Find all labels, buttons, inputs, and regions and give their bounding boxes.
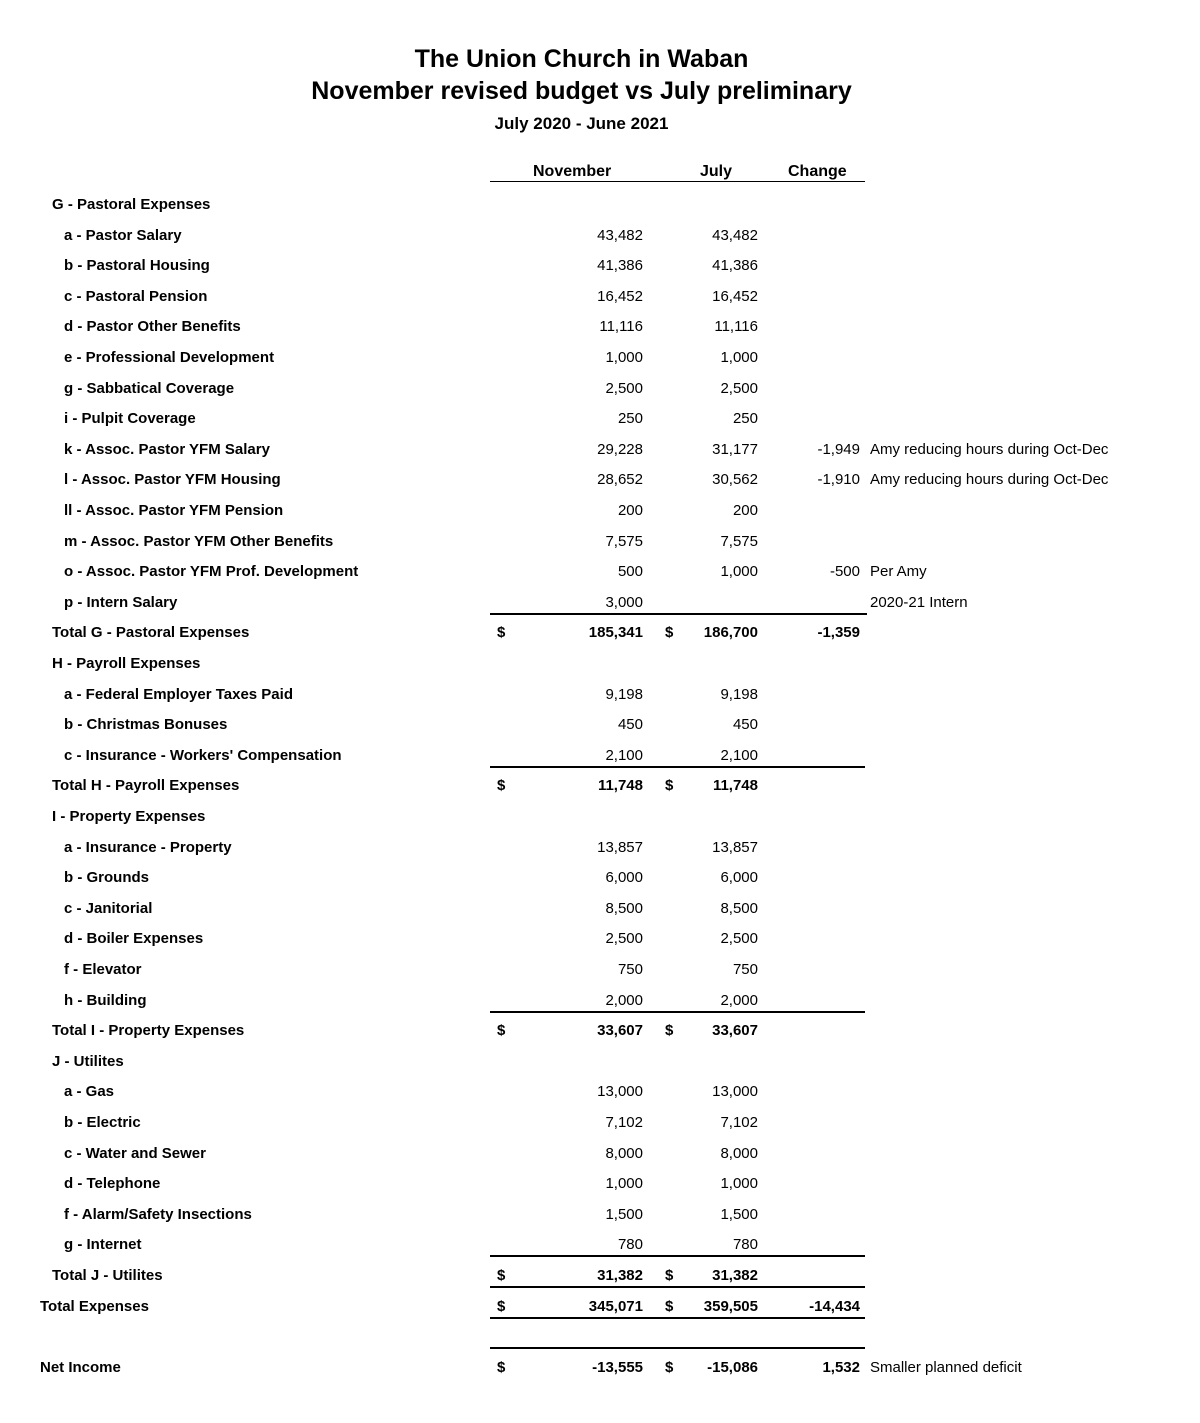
line-item-row: [0, 285, 1200, 309]
july-value: 13,000: [712, 1083, 758, 1100]
july-value: 2,000: [720, 992, 758, 1009]
row-label: Total I - Property Expenses: [52, 1022, 245, 1039]
line-item-row: [0, 958, 1200, 982]
total-row: [0, 1019, 1200, 1043]
line-item-row: [0, 1142, 1200, 1166]
november-value: 29,228: [597, 441, 643, 458]
july-value: 750: [732, 961, 758, 978]
line-item-row: [0, 897, 1200, 921]
row-label: J - Utilites: [52, 1053, 124, 1070]
row-label: b - Pastoral Housing: [64, 257, 210, 274]
line-item-row: [0, 1080, 1200, 1104]
row-label: a - Gas: [64, 1083, 115, 1100]
november-value: 750: [617, 961, 643, 978]
november-value: 41,386: [597, 257, 643, 274]
row-label: Total Expenses: [40, 1298, 149, 1315]
dollar-sign-november: $: [497, 1267, 506, 1284]
change-value: -1,949: [817, 441, 860, 458]
july-value: 8,500: [720, 900, 758, 917]
november-value: 2,000: [605, 992, 643, 1009]
dollar-sign-july: $: [665, 777, 674, 794]
july-value: 359,505: [703, 1298, 758, 1315]
line-item-row: [0, 224, 1200, 248]
column-header-november: November: [533, 163, 612, 180]
november-value: 13,000: [597, 1083, 643, 1100]
row-label: b - Electric: [64, 1114, 141, 1131]
november-value: 1,000: [605, 349, 643, 366]
change-value: 1,532: [822, 1359, 860, 1376]
row-label: d - Boiler Expenses: [64, 930, 204, 947]
row-label: h - Building: [64, 992, 147, 1009]
change-note: Per Amy: [870, 563, 927, 580]
row-label: d - Telephone: [64, 1175, 161, 1192]
line-item-row: [0, 1203, 1200, 1227]
subtotal-rule: [490, 766, 865, 768]
net-income-rule: [490, 1347, 865, 1349]
row-label: Total J - Utilites: [52, 1267, 163, 1284]
dollar-sign-november: $: [497, 1359, 506, 1376]
november-value: 2,100: [605, 747, 643, 764]
subtotal-rule: [490, 1255, 865, 1257]
november-value: 7,575: [605, 533, 643, 550]
november-value: -13,555: [592, 1359, 643, 1376]
november-value: 11,748: [597, 777, 643, 794]
row-label: a - Pastor Salary: [64, 227, 182, 244]
july-value: 2,100: [720, 747, 758, 764]
row-label: o - Assoc. Pastor YFM Prof. Development: [64, 563, 359, 580]
change-value: -1,359: [817, 624, 860, 641]
july-value: 7,102: [720, 1114, 758, 1131]
july-value: 41,386: [712, 257, 758, 274]
line-item-row: [0, 1111, 1200, 1135]
change-note: Amy reducing hours during Oct-Dec: [870, 441, 1109, 458]
row-label: b - Christmas Bonuses: [64, 716, 228, 733]
dollar-sign-november: $: [497, 1022, 506, 1039]
november-value: 2,500: [605, 380, 643, 397]
july-value: 1,000: [720, 563, 758, 580]
row-label: f - Alarm/Safety Insections: [64, 1206, 252, 1223]
line-item-row: [0, 713, 1200, 737]
november-value: 28,652: [597, 471, 643, 488]
row-label: G - Pastoral Expenses: [52, 196, 211, 213]
november-value: 250: [617, 410, 643, 427]
july-value: 6,000: [720, 869, 758, 886]
subtotal-rule: [490, 1011, 865, 1013]
november-value: 500: [617, 563, 643, 580]
july-value: 31,382: [712, 1267, 758, 1284]
row-label: g - Sabbatical Coverage: [64, 380, 235, 397]
row-label: i - Pulpit Coverage: [64, 410, 196, 427]
dollar-sign-november: $: [497, 777, 506, 794]
row-label: e - Professional Development: [64, 349, 275, 366]
line-item-row: [0, 254, 1200, 278]
change-value: -1,910: [817, 471, 860, 488]
dollar-sign-november: $: [497, 624, 506, 641]
line-item-row: [0, 989, 1200, 1013]
line-item-row: [0, 315, 1200, 339]
line-item-row: [0, 377, 1200, 401]
july-value: 2,500: [720, 380, 758, 397]
change-note: Amy reducing hours during Oct-Dec: [870, 471, 1109, 488]
dollar-sign-july: $: [665, 624, 674, 641]
dollar-sign-july: $: [665, 1298, 674, 1315]
row-label: Total H - Payroll Expenses: [52, 777, 240, 794]
november-value: 16,452: [597, 288, 643, 305]
line-item-row: [0, 530, 1200, 554]
section-header-row: [0, 1050, 1200, 1074]
november-value: 6,000: [605, 869, 643, 886]
july-value: 7,575: [720, 533, 758, 550]
line-item-row: [0, 1233, 1200, 1257]
july-value: 186,700: [703, 624, 758, 641]
change-note: 2020-21 Intern: [870, 594, 968, 611]
row-label: I - Property Expenses: [52, 808, 206, 825]
column-header-change: Change: [788, 163, 847, 180]
section-header-row: [0, 193, 1200, 217]
july-value: -15,086: [707, 1359, 758, 1376]
line-item-row: [0, 744, 1200, 768]
row-label: f - Elevator: [64, 961, 142, 978]
november-value: 7,102: [605, 1114, 643, 1131]
subtotal-rule: [490, 1286, 865, 1288]
row-label: a - Federal Employer Taxes Paid: [64, 686, 293, 703]
july-value: 11,116: [714, 318, 758, 335]
dollar-sign-july: $: [665, 1267, 674, 1284]
total-row: [0, 774, 1200, 798]
change-value: -14,434: [809, 1298, 860, 1315]
row-label: a - Insurance - Property: [64, 839, 232, 856]
july-value: 2,500: [720, 930, 758, 947]
row-label: c - Water and Sewer: [64, 1145, 206, 1162]
row-label: d - Pastor Other Benefits: [64, 318, 241, 335]
line-item-row: [0, 438, 1200, 462]
row-label: g - Internet: [64, 1236, 142, 1253]
november-value: 33,607: [597, 1022, 643, 1039]
row-label: c - Pastoral Pension: [64, 288, 208, 305]
july-value: 16,452: [712, 288, 758, 305]
july-value: 1,500: [720, 1206, 758, 1223]
line-item-row: [0, 468, 1200, 492]
line-item-row: [0, 499, 1200, 523]
july-value: 11,748: [712, 777, 758, 794]
november-value: 1,000: [605, 1175, 643, 1192]
july-value: 1,000: [720, 1175, 758, 1192]
row-label: Total G - Pastoral Expenses: [52, 624, 250, 641]
row-label: b - Grounds: [64, 869, 149, 886]
july-value: 450: [732, 716, 758, 733]
dollar-sign-july: $: [665, 1022, 674, 1039]
dollar-sign-november: $: [497, 1298, 506, 1315]
november-value: 8,000: [605, 1145, 643, 1162]
november-value: 345,071: [588, 1298, 643, 1315]
report-period: July 2020 - June 2021: [494, 114, 669, 133]
november-value: 780: [617, 1236, 643, 1253]
july-value: 8,000: [720, 1145, 758, 1162]
july-value: 1,000: [720, 349, 758, 366]
line-item-row: [0, 346, 1200, 370]
report-subtitle: November revised budget vs July preliminary: [311, 77, 852, 105]
november-value: 9,198: [605, 686, 643, 703]
change-value: -500: [829, 563, 860, 580]
total-row: [0, 1264, 1200, 1288]
row-label: ll - Assoc. Pastor YFM Pension: [64, 502, 284, 519]
november-value: 8,500: [605, 900, 643, 917]
line-item-row: [0, 927, 1200, 951]
july-value: 200: [732, 502, 758, 519]
july-value: 250: [732, 410, 758, 427]
july-value: 43,482: [712, 227, 758, 244]
row-label: H - Payroll Expenses: [52, 655, 201, 672]
row-label: Net Income: [40, 1359, 121, 1376]
july-value: 9,198: [720, 686, 758, 703]
section-header-row: [0, 652, 1200, 676]
row-label: m - Assoc. Pastor YFM Other Benefits: [64, 533, 334, 550]
november-value: 185,341: [588, 624, 643, 641]
november-value: 450: [617, 716, 643, 733]
july-value: 30,562: [712, 471, 758, 488]
line-item-row: [0, 683, 1200, 707]
row-label: k - Assoc. Pastor YFM Salary: [64, 441, 270, 458]
change-note: Smaller planned deficit: [870, 1359, 1022, 1376]
november-value: 200: [617, 502, 643, 519]
line-item-row: [0, 866, 1200, 890]
november-value: 1,500: [605, 1206, 643, 1223]
july-value: 31,177: [712, 441, 758, 458]
july-value: 780: [732, 1236, 758, 1253]
subtotal-rule: [490, 613, 867, 615]
report-title: The Union Church in Waban: [414, 45, 749, 73]
row-label: p - Intern Salary: [64, 594, 178, 611]
row-label: l - Assoc. Pastor YFM Housing: [64, 471, 281, 488]
total-row: [0, 621, 1200, 645]
november-value: 43,482: [597, 227, 643, 244]
july-value: 33,607: [712, 1022, 758, 1039]
line-item-row: [0, 1172, 1200, 1196]
november-value: 31,382: [597, 1267, 643, 1284]
total-row: [0, 1295, 1200, 1319]
november-value: 2,500: [605, 930, 643, 947]
dollar-sign-july: $: [665, 1359, 674, 1376]
line-item-row: [0, 560, 1200, 584]
total-row: [0, 1356, 1200, 1380]
line-item-row: [0, 407, 1200, 431]
section-header-row: [0, 805, 1200, 829]
column-header-july: July: [700, 163, 733, 180]
november-value: 13,857: [597, 839, 643, 856]
july-value: 13,857: [712, 839, 758, 856]
line-item-row: [0, 836, 1200, 860]
row-label: c - Insurance - Workers' Compensation: [64, 747, 342, 764]
line-item-row: [0, 591, 1200, 615]
november-value: 11,116: [599, 318, 643, 335]
november-value: 3,000: [605, 594, 643, 611]
row-label: c - Janitorial: [64, 900, 153, 917]
subtotal-rule: [490, 1317, 865, 1319]
